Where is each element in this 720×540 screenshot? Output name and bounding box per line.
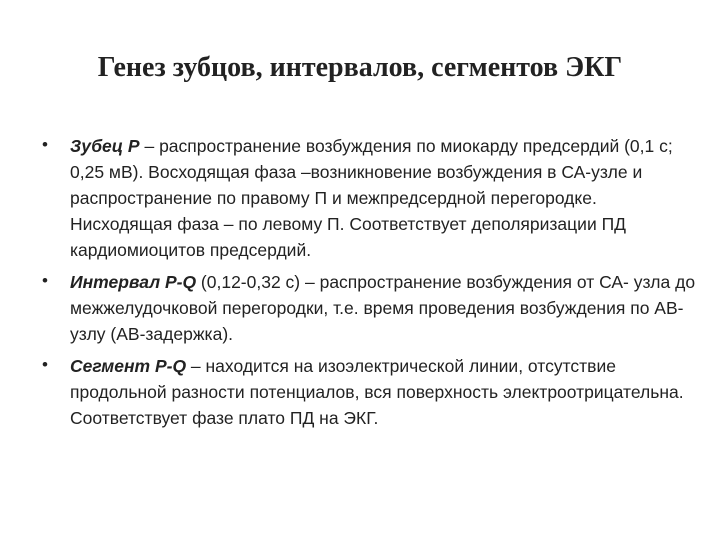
bullet-marker: •	[42, 355, 48, 374]
bullet-term: Зубец P	[70, 136, 140, 156]
bullet-item-pq-segment	[40, 353, 700, 431]
bullet-marker: •	[42, 271, 48, 290]
slide-title: Генез зубцов, интервалов, сегментов ЭКГ	[97, 52, 623, 83]
bullet-text: (0,12-0,32 с) – распространение возбуждения от СА- узла до межжелудочковой перегородки, т.е. время проведения возбуждения по АВ-узлу (АВ-задержка).	[70, 272, 696, 344]
bullet-term: Интервал P-Q	[70, 272, 197, 292]
bullet-text: – находится на изоэлектрической линии, отсутствие продольной разности потенциалов, вся поверхность электроотрицательна. Соответствует фазе плато ПД на ЭКГ.	[70, 356, 684, 428]
bullet-list	[40, 133, 700, 437]
bullet-item-p-wave	[40, 133, 700, 263]
bullet-marker: •	[42, 135, 48, 154]
bullet-text: – распространение возбуждения по миокарду предсердий (0,1 с; 0,25 мВ). Восходящая фаза –возникновение возбуждения в СА-узле и распространение по правому П и межпредсердной перегородке. Нисходящая фаза – по левому П. Соответствует деполяризации ПД кардиомиоцитов предсердий.	[70, 136, 673, 260]
bullet-item-pq-interval	[40, 269, 700, 347]
bullet-term: Сегмент P-Q	[70, 356, 187, 376]
